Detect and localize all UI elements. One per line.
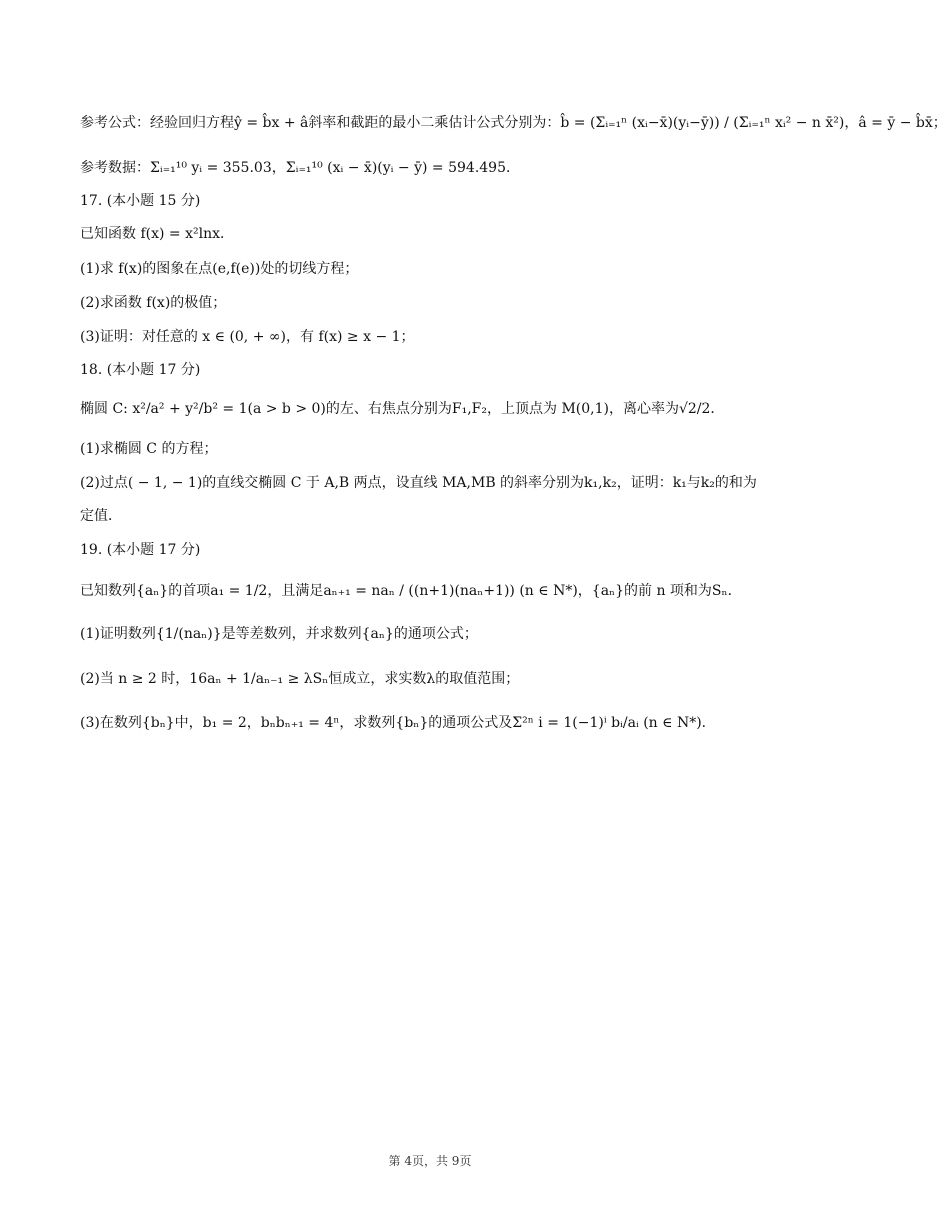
problem-18-heading: 18. (本小题 17 分) — [80, 362, 201, 378]
reference-formula: 参考公式：经验回归方程ŷ = b̂x + â斜率和截距的最小二乘估计公式分别为：b̂ = (Σᵢ₌₁ⁿ (xᵢ−x̄)(yᵢ−ȳ)) / (Σᵢ₌₁ⁿ xᵢ² − n x̄²)，â = ȳ − b̂x̄； — [80, 115, 947, 131]
problem-17-part-1: (1)求 f(x)的图象在点(e,f(e))处的切线方程； — [80, 261, 359, 277]
problem-19-heading: 19. (本小题 17 分) — [80, 542, 201, 558]
problem-17-part-3: (3)证明：对任意的 x ∈ (0, + ∞)，有 f(x) ≥ x − 1； — [80, 329, 415, 345]
page-footer: 第 4页，共 9页 — [388, 1154, 472, 1168]
problem-18-stem: 椭圆 C: x²/a² + y²/b² = 1(a > b > 0)的左、右焦点分别为F₁,F₂，上顶点为 M(0,1)，离心率为√2/2． — [80, 401, 725, 417]
problem-19-stem: 已知数列{aₙ}的首项a₁ = 1/2，且满足aₙ₊₁ = naₙ / ((n+1)(naₙ+1)) (n ∈ N*)，{aₙ}的前 n 项和为Sₙ． — [80, 583, 742, 599]
problem-18-part-1: (1)求椭圆 C 的方程； — [80, 441, 218, 457]
problem-19-part-2: (2)当 n ≥ 2 时，16aₙ + 1/aₙ₋₁ ≥ λSₙ恒成立，求实数λ的取值范围； — [80, 671, 520, 687]
problem-17-heading: 17. (本小题 15 分) — [80, 193, 201, 209]
problem-18-part-2: (2)过点( − 1, − 1)的直线交椭圆 C 于 A,B 两点，设直线 MA,MB 的斜率分别为k₁,k₂，证明：k₁与k₂的和为 — [80, 475, 757, 491]
reference-data: 参考数据：Σᵢ₌₁¹⁰ yᵢ = 355.03，Σᵢ₌₁¹⁰ (xᵢ − x̄)(yᵢ − ȳ) = 594.495． — [80, 160, 521, 176]
problem-18-part-2-cont: 定值． — [80, 508, 122, 524]
problem-19-part-1: (1)证明数列{1/(naₙ)}是等差数列，并求数列{aₙ}的通项公式； — [80, 626, 478, 642]
problem-17-part-2: (2)求函数 f(x)的极值； — [80, 295, 227, 311]
problem-19-part-3: (3)在数列{bₙ}中，b₁ = 2，bₙbₙ₊₁ = 4ⁿ，求数列{bₙ}的通项公式及Σ²ⁿ i = 1(−1)ⁱ bᵢ/aᵢ (n ∈ N*)． — [80, 715, 716, 731]
problem-17-stem: 已知函数 f(x) = x²lnx． — [80, 226, 234, 242]
